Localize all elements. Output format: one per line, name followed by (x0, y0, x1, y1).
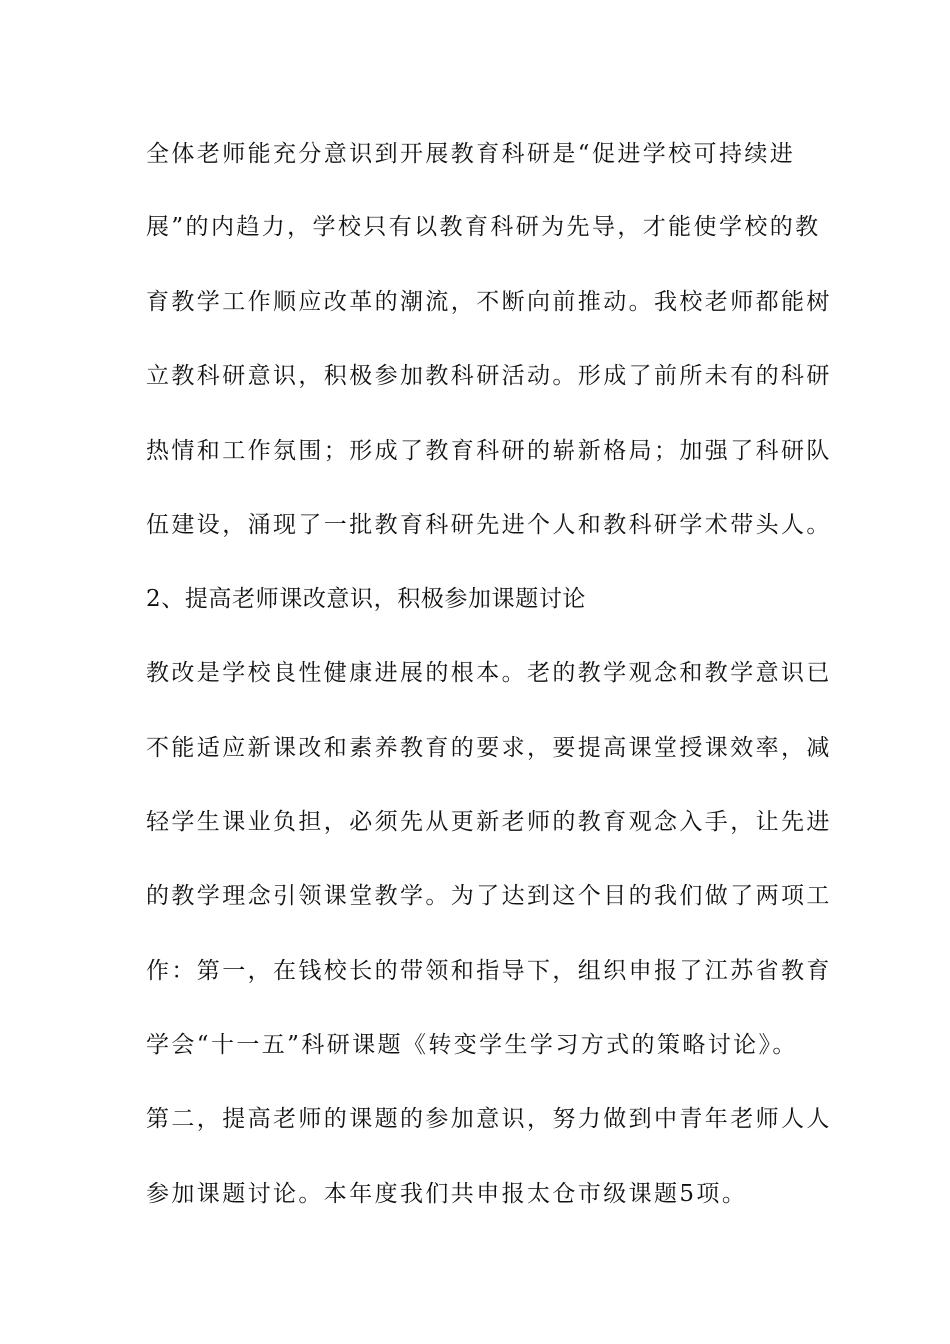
paragraph-2-line-7: 第二，提高老师的课题的参加意识，努力做到中青年老师人人 (146, 1106, 832, 1132)
paragraph-2-line-1: 教改是学校良性健康进展的根本。老的教学观念和教学意识已 (146, 660, 832, 686)
paragraph-1-line-3: 育教学工作顺应改革的潮流，不断向前推动。我校老师都能树 (146, 289, 832, 315)
paragraph-1-line-6: 伍建设，涌现了一批教育科研先进个人和教科研学术带头人。 (146, 512, 832, 538)
paragraph-1-line-2: 展”的内趋力，学校只有以教育科研为先导，才能使学校的教 (146, 214, 821, 240)
paragraph-2-line-8: 参加课题讨论。本年度我们共申报太仓市级课题5项。 (146, 1181, 748, 1207)
paragraph-2-line-4: 的教学理念引领课堂教学。为了达到这个目的我们做了两项工 (146, 883, 832, 909)
paragraph-1-line-1: 全体老师能充分意识到开展教育科研是“促进学校可持续进 (146, 141, 796, 167)
paragraph-2-line-5: 作：第一，在钱校长的带领和指导下，组织申报了江苏省教育 (146, 958, 832, 984)
paragraph-2-line-3: 轻学生课业负担，必须先从更新老师的教育观念入手，让先进 (146, 809, 832, 835)
paragraph-2-line-2: 不能适应新课改和素养教育的要求，要提高课堂授课效率，减 (146, 735, 832, 761)
paragraph-1-line-5: 热情和工作氛围；形成了教育科研的崭新格局；加强了科研队 (146, 438, 832, 464)
section-heading: 2、提高老师课改意识，积极参加课题讨论 (146, 586, 587, 612)
paragraph-2-line-6: 学会“十一五”科研课题《转变学生学习方式的策略讨论》。 (146, 1032, 798, 1058)
paragraph-1-line-4: 立教科研意识，积极参加教科研活动。形成了前所未有的科研 (146, 363, 832, 389)
